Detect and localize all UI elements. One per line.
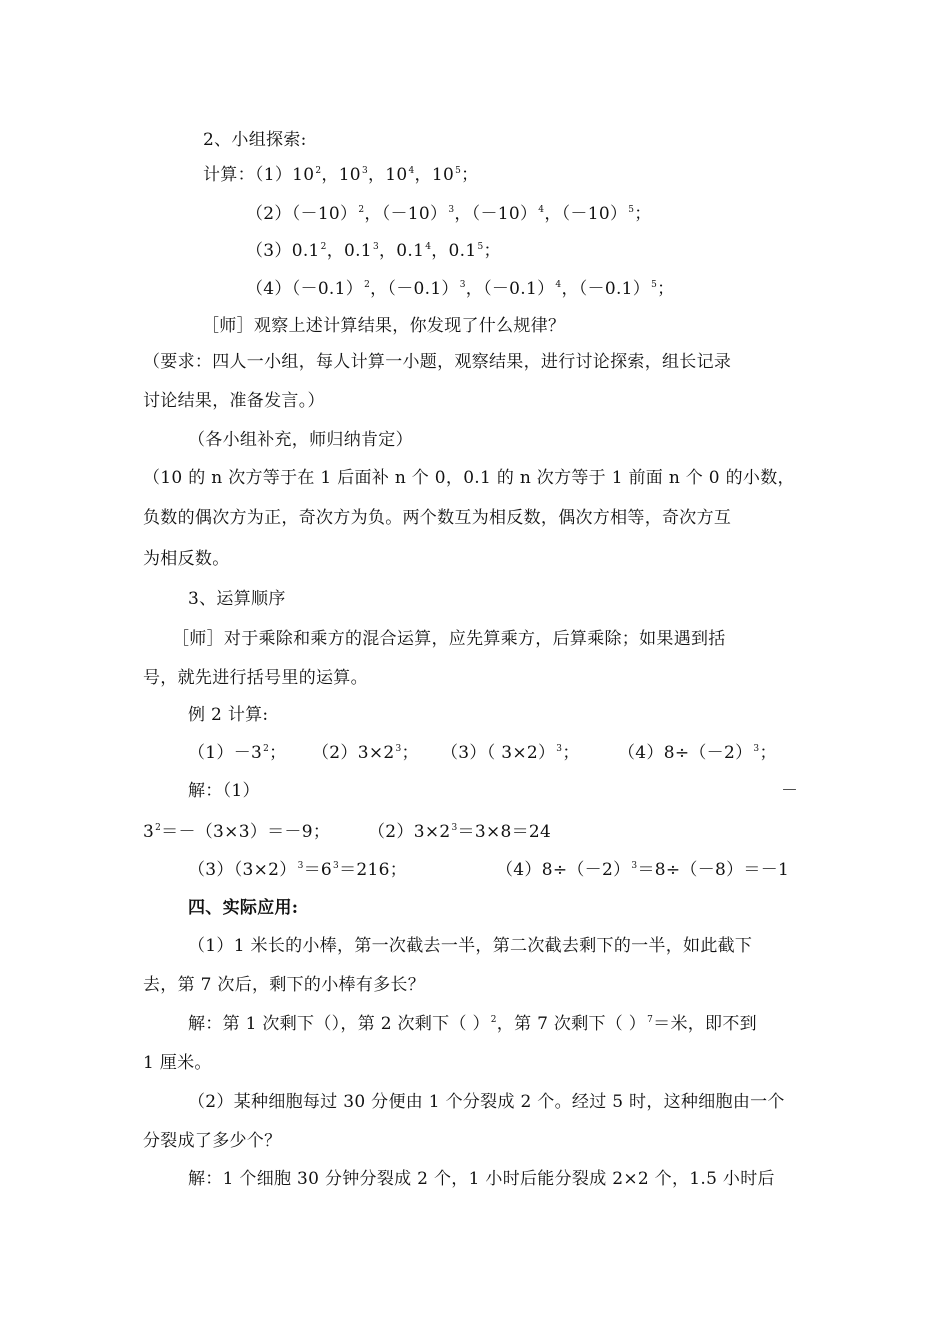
example-2-problem-1: $(1)-3^2$； — [188, 743, 287, 763]
rule-line-3: 为相反数。 — [143, 549, 230, 569]
calc-label: 计算：（1）10 — [203, 165, 315, 185]
example-2-problem-4: $(4)8\div(-2)^3$； — [618, 743, 777, 763]
requirement-line-2: 讨论结果，准备发言。） — [143, 391, 325, 411]
solution-line-1: $3^2=-(3\times 3)=-9$； — [143, 822, 331, 842]
solution-line-2: $(2)3\times 2^3=3\times 8=24$ — [368, 822, 552, 842]
solution-minus-sign: － — [781, 781, 799, 801]
application-1-line-1: （1）1 米长的小棒，第一次截去一半，第二次截去剩下的一半，如此截下 — [188, 936, 753, 956]
calc-line-3: $(3)0.1^2$，$0.1^3$，$0.1^4$，$0.1^5$； — [246, 241, 501, 261]
application-1-solution: 解：第 1 次剩下（），第 2 次剩下（ ）$^2$，第 7 次剩下（ ）$^7$＝米，即不到 — [188, 1014, 757, 1034]
calc-line-2: $(2)(-10)^2$，$(-10)^3$，$(-10)^4$，$(-10)^5$； — [246, 204, 652, 224]
teacher-order-line-1: ［师］对于乘除和乘方的混合运算，应先算乘方，后算乘除；如果遇到括 — [172, 629, 726, 649]
application-1-solution-line-2: 1 厘米。 — [143, 1053, 212, 1073]
application-1-line-2: 去，第 7 次后，剩下的小棒有多长？ — [143, 975, 426, 995]
application-2-line-1: （2）某种细胞每过 30 分便由 1 个分裂成 2 个。经过 5 时，这种细胞由一个 — [188, 1092, 785, 1112]
example-2-title: 例 2 计算: — [188, 705, 269, 725]
rule-line-1: （10 的 n 次方等于在 1 后面补 n 个 0，0.1 的 n 次方等于 1 前面 n 个 0 的小数， — [143, 468, 795, 488]
application-2-solution: 解：1 个细胞 30 分钟分裂成 2 个，1 小时后能分裂成 2×2 个，1.5 小时后 — [188, 1169, 775, 1189]
application-2-line-2: 分裂成了多少个？ — [143, 1131, 282, 1151]
solution-line-4: $(4)8\div(-2)^3=8\div(-8)=-1$ — [496, 860, 790, 880]
solution-line-3: $(3)(3\times 2)^3=6^3=216$； — [188, 860, 408, 880]
example-2-problem-2: $(2)3\times 2^3$； — [312, 743, 419, 763]
teacher-order-line-2: 号，就先进行括号里的运算。 — [143, 668, 368, 688]
calc-line-4: $(4)(-0.1)^2$，$(-0.1)^3$，$(-0.1)^4$，$(-0.1)^5$； — [246, 279, 675, 299]
supplement-note: （各小组补充，师归纳肯定） — [188, 430, 413, 450]
teacher-question: ［师］观察上述计算结果，你发现了什么规律？ — [202, 316, 566, 336]
solution-label: 解：（1） — [188, 781, 260, 801]
section-4-title: 四、实际应用: — [188, 898, 299, 918]
section-2-title: 2、小组探索: — [203, 130, 307, 150]
rule-line-2: 负数的偶次方为正，奇次方为负。两个数互为相反数，偶次方相等，奇次方互 — [143, 508, 732, 528]
example-2-problem-3: （3）（ 3×2）$^3$； — [441, 743, 580, 763]
calc-line-1: 计算：$(1)10^2$，$10^3$，$10^4$，$10^5$； — [203, 165, 479, 185]
requirement-line-1: （要求：四人一小组，每人计算一小题，观察结果，进行讨论探索，组长记录 — [143, 352, 732, 372]
section-3-title: 3、运算顺序 — [188, 589, 286, 609]
